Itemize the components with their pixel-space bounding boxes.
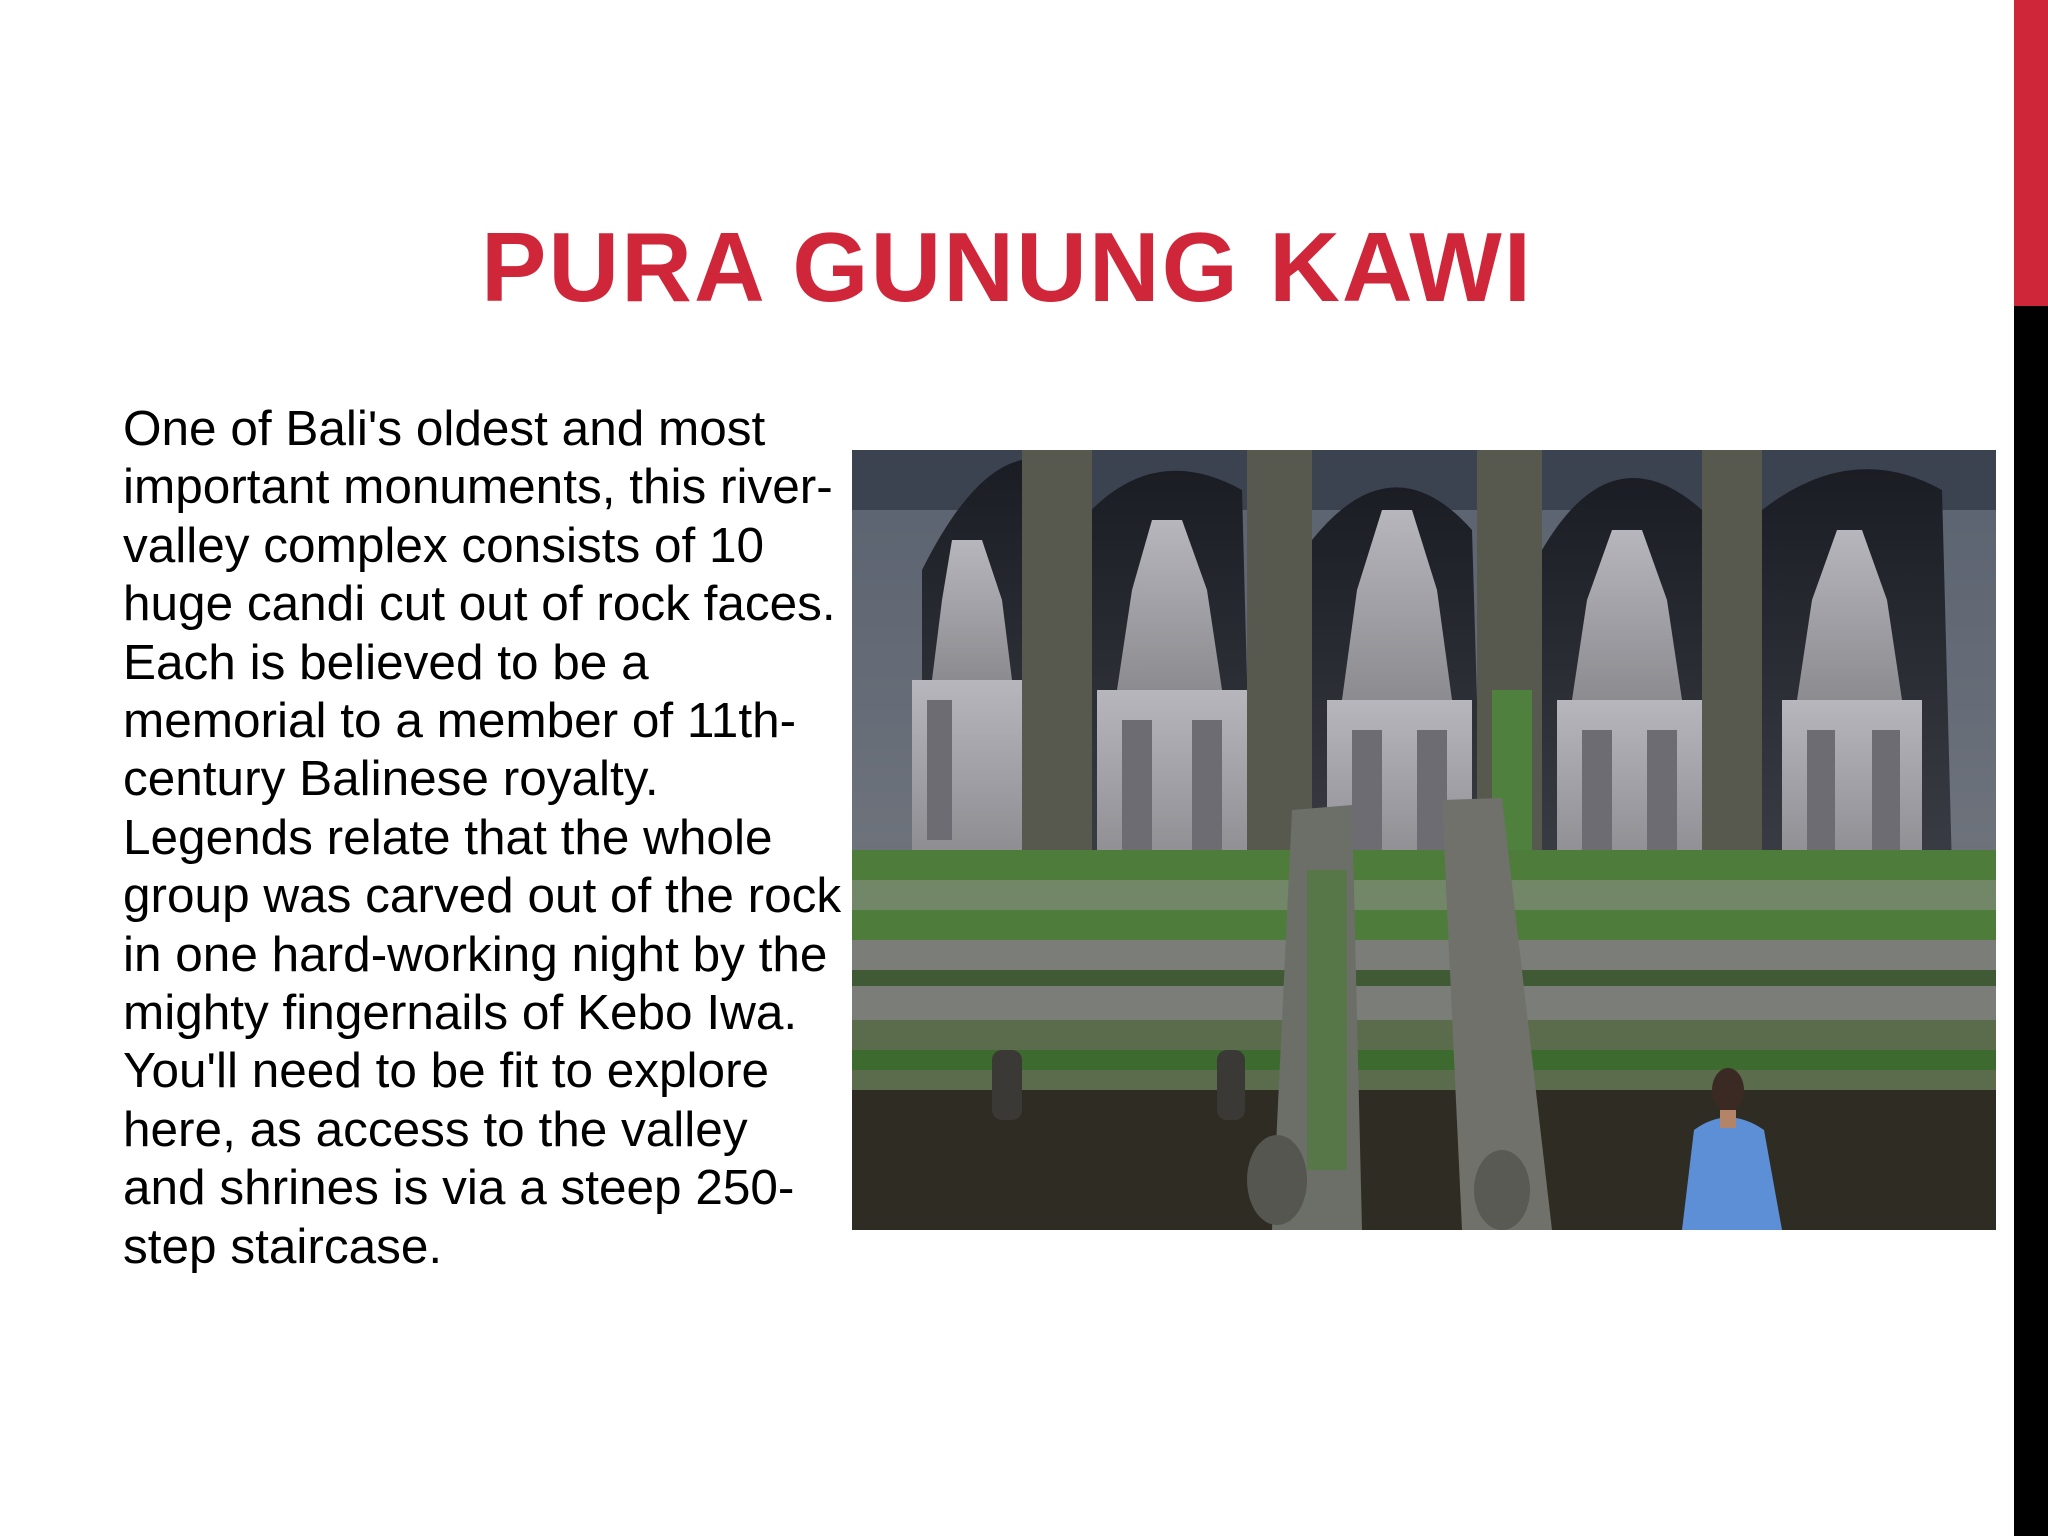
accent-bar-black xyxy=(2014,306,2048,1536)
temple-photo xyxy=(852,450,1996,1230)
slide-body-text: One of Bali's oldest and most important monuments, this river-valley complex consists of 10 huge candi cut out of rock faces. Each is believed to be a memorial to a member of 11th-century Balinese royalty. Legends relate that the whole group was carved out of the rock in one hard-working night by the mighty fingernails of Kebo Iwa. You'll need to be fit to explore here, as access to the valley and shrines is via a steep 250-step staircase. xyxy=(123,401,842,1274)
slide-title: PURA GUNUNG KAWI xyxy=(481,212,1533,322)
accent-bar-red xyxy=(2014,0,2048,306)
